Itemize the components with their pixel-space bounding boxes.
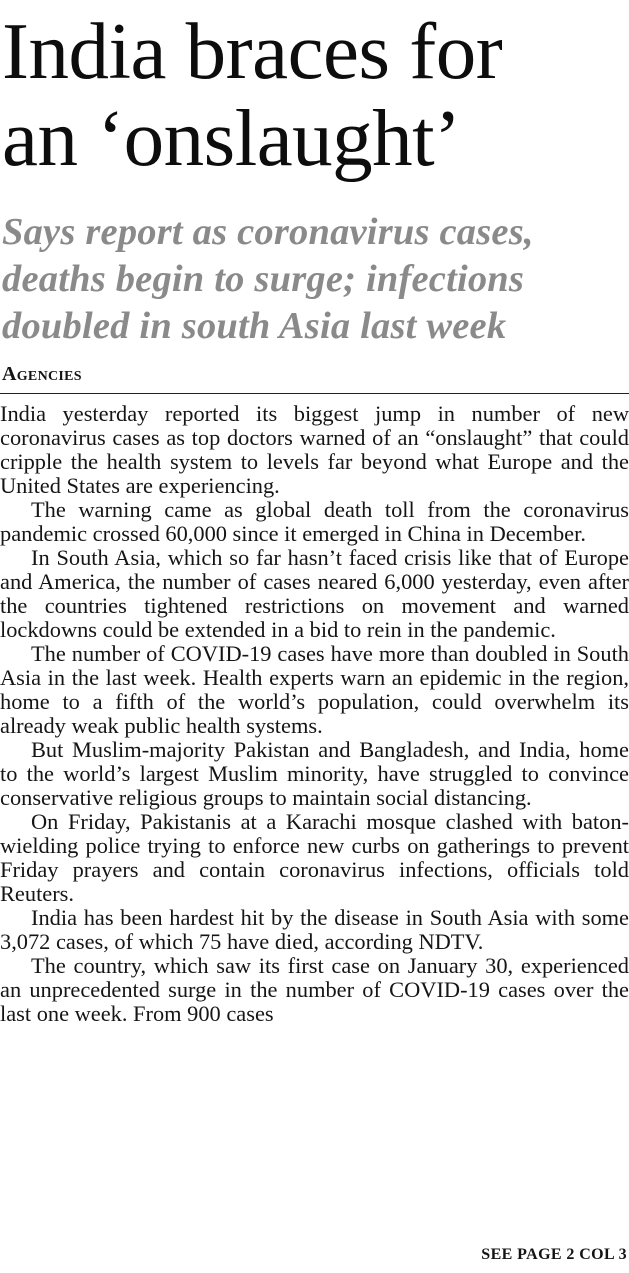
subheadline-line-3: doubled in south Asia last week (2, 305, 507, 347)
body-paragraph: On Friday, Pakistanis at a Karachi mosque clashed with baton-wielding police trying to enforce new curbs on gatherings to prevent Friday prayers and contain coronavirus infections, officials told Reuters. (0, 809, 629, 906)
subheadline-line-1: Says report as coronavirus cases, (2, 211, 534, 253)
article-body (0, 402, 629, 1026)
headline (0, 8, 629, 182)
headline-line-2: an ‘onslaught’ (2, 93, 461, 183)
body-paragraph: The warning came as global death toll from the coronavirus pandemic crossed 60,000 since it emerged in China in December. (0, 497, 629, 546)
subheadline (2, 209, 629, 350)
body-paragraph: In South Asia, which so far hasn’t faced crisis like that of Europe and America, the number of cases neared 6,000 yesterday, even after the countries tightened restrictions on movement and warned lockdowns could be extended in a bid to rein in the pandemic. (0, 545, 629, 642)
headline-line-1: India braces for (2, 6, 503, 96)
body-paragraph: The number of COVID-19 cases have more than doubled in South Asia in the last week. Health experts warn an epidemic in the region, home to a fifth of the world’s population, could overwhelm its already weak public health systems. (0, 641, 629, 738)
body-paragraph: But Muslim-majority Pakistan and Bangladesh, and India, home to the world’s largest Muslim minority, have struggled to convince conservative religious groups to maintain social distancing. (0, 737, 629, 810)
continued-on-page-link: SEE PAGE 2 COL 3 (481, 1246, 627, 1263)
byline: Agencies (2, 363, 82, 385)
subheadline-line-2: deaths begin to surge; infections (2, 258, 525, 300)
body-paragraph: India has been hardest hit by the disease in South Asia with some 3,072 cases, of which 75 have died, according NDTV. (0, 905, 629, 954)
body-paragraph: The country, which saw its first case on January 30, experienced an unprecedented surge in the number of COVID-19 cases over the last one week. From 900 cases (0, 953, 629, 1026)
body-paragraph: India yesterday reported its biggest jump in number of new coronavirus cases as top doctors warned of an “onslaught” that could cripple the health system to levels far beyond what Europe and the United States are experiencing. (0, 401, 629, 498)
divider-rule (0, 393, 629, 394)
